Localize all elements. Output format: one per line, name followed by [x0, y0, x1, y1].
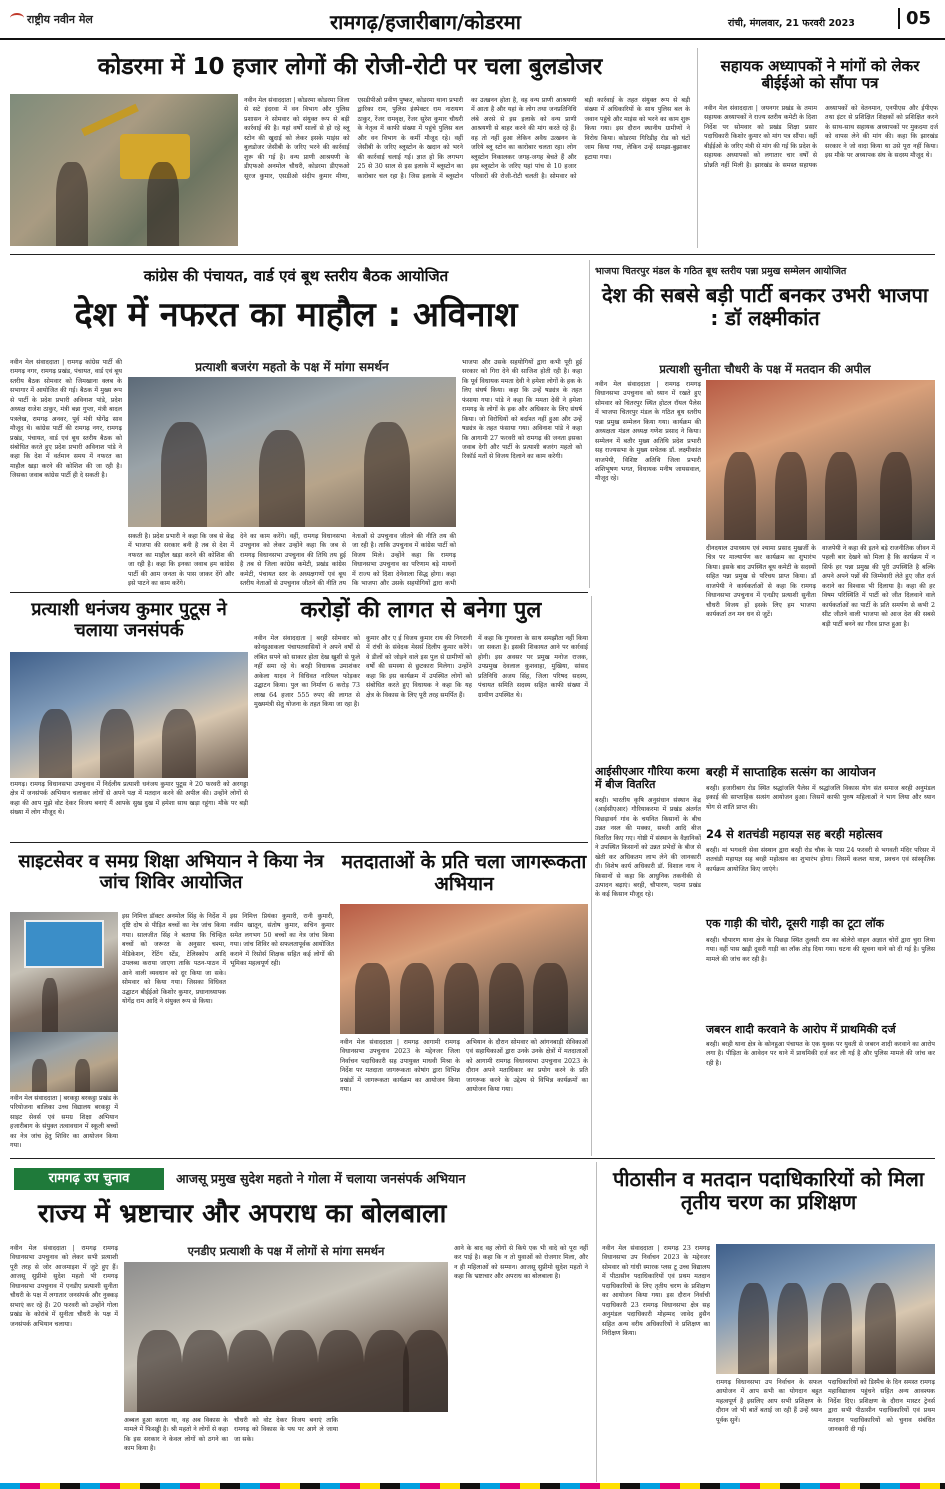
voter-awareness-col1: नवीन मेल संवाददाता | रामगढ़ आगामी रामगढ़ विधानसभा उपचुनाव 2023 के मद्देनजर जिला निर्वाचन पदाधिकारी सह उपायुक्त माधवी मिश्रा के निर्देश पर मतदाता जागरूकता कोषांग द्वारा विभिन्न प्रखंडों में जागरूकता कार्यक्रम का आयोजन किया गया। [340, 1039, 460, 1094]
column-rule [589, 260, 590, 588]
section-rule [10, 592, 588, 593]
congress-photo-caption: प्रत्याशी बजरंग महतो के पक्ष में मांगा समर्थन [195, 360, 389, 374]
congress-col4: नेताओं से उपचुनाव जीतने की नीति तय की जा रही है। ताकि उपचुनाव में कांग्रेस पार्टी को विजय मिले। उन्होंने कहा कि रामगढ़ विधानसभा उपचुनाव का परिणाम बड़े मायनों में राज्य को दिशा देनेवाला सिद्ध होगा। कहा कि भाजपा और उसके सहयोगियों द्वारा कभी [352, 533, 456, 588]
icar-headline: आईसीएआर गौरिया करमा में बीज वितरित [595, 765, 700, 791]
satsang-headline: बरही में साप्ताहिक सत्संग का आयोजन [706, 765, 876, 779]
voter-awareness-headline: मतदाताओं के प्रति चला जागरूकता अभियान [341, 851, 587, 895]
dateline: रांची, मंगलवार, 21 फरवरी 2023 [728, 18, 855, 29]
column-rule [596, 1162, 597, 1482]
training-col3: पदाधिकारियों को डिस्पैच के दिन समस्त रामगढ़ महाविद्यालय पहुंचने सहित अन्य आवश्यक निर्देश दिए। प्रशिक्षण के दौरान मास्टर ट्रेनर्स द्वारा सभी पीठासीन पदाधिकारियों एवं प्रथम मतदान पदाधिकारियों को चुनाव संबंधित जानकारी दी गई। [828, 1379, 935, 1434]
bypoll-photo-caption: एनडीए प्रत्याशी के पक्ष में लोगों से मांगा समर्थन [187, 1244, 385, 1258]
satsang-body: बरही। हजारीबाग रोड स्थित श्रद्धांजलि पैलेस में श्रद्धांजलि विकास योग संत समाज बरही अनुमंडल इकाई की साप्ताहिक सत्संग आयोजन हुआ। जिसमें काफी पुरुष महिलाओं ने भाग लिया और ध्यान योग से शांति प्राप्त की। [706, 785, 935, 811]
theft-headline: एक गाड़ी की चोरी, दूसरी गाड़ी का टूटा लॉक [706, 917, 884, 930]
bjp-col1: नवीन मेल संवाददाता | रामगढ़ रामगढ़ विधानसभा उपचुनाव को ध्यान में रखते हुए सोमवार को चितरपुर स्थित होटल रॉयल पैलेस में भाजपा चितरपुर मंडल के गठित बूथ स्तरीय पन्ना प्रमुख सम्मेलन किया गया। कार्यक्रम की अध्यक्षता मंडल अध्यक्ष गणेश प्रसाद ने किया। सम्मेलन में बतौर मुख्य अतिथि प्रदेश प्रभारी सह राज्यसभा के मुख्य सचेतक डॉ. लक्ष्मीकांत वाजपेयी, विशिष्ट अतिथि जिला प्रभारी शशिभूषण भगत, विधायक मनीष जायसवाल, मौजूद रहे। [595, 381, 701, 483]
bypoll-col3: चौधरी को वोट देकर विजय बनाएं ताकि रामगढ़ को विकास के पथ पर आगे ले जाया जा सके। [234, 1417, 338, 1443]
voter-awareness-col2: अभियान के दौरान सोमवार को आंगनबाड़ी सेविकाओं एवं सहायिकाओं द्वारा उनके उनके क्षेत्रों में मतदाताओं को आगामी रामगढ़ विधानसभा उपचुनाव 2023 के दौरान अपने मताधिकार का प्रयोग करने के प्रति जागरूक करने के उद्देश्य से विभिन्न कार्यक्रमों का आयोजन किया गया। [466, 1039, 588, 1094]
bjp-headline: देश की सबसे बड़ी पार्टी बनकर उभरी भाजपा : डॉ लक्ष्मीकांत [601, 283, 929, 330]
congress-col5: भाजपा और उसके सहयोगियों द्वारा कभी पूरी हुई सरकार को गिरा देने की साजिश होती रही है। कहा कि पूर्व विधायक ममता देवी ने हमेशा लोगों के हक के लिए संघर्ष किया। कहा कि उन्हें षड्यंत्र के तहत फंसाया गया। पांडे ने कहा कि ममता देवी ने हमेशा रामगढ़ के लोगों के हक और अधिकार के लिए संघर्ष किया। जो विरोधियों को बर्दाश्त नहीं हुआ और उन्हें षड्यंत्र के तहत फंसाया गया। अविनाश पांडे ने कहा कि आगामी 27 फरवरी को रामगढ़ की जनता इसका जवाब देगी और पार्टी के प्रत्याशी बजरंग महतो को रिकॉर्ड मतों से विजय दिलाने का काम करेगी। [462, 359, 582, 461]
voter-awareness-photo [340, 904, 588, 1034]
story2-body: नवीन मेल संवाददाता | जयनगर प्रखंड के तमाम सहायक अध्यापकों ने राज्य स्तरीय कमेटी के दिशा निर्देश पर सोमवार को प्रखंड शिक्षा प्रसार पदाधिकारी किशोर कुमार को मांग पत्र सौंपा। वहीं बीईईओ के जरिए मंत्री से मांग की गई कि प्रदेश के सहायक अध्यापकों को लगातार चार वर्षों से प्रोन्नति नहीं मिली है। झारखंड के समस्त सहायक अध्यापकों को वेतनमान, एनपीएस और ईपीएफ तथा इंटर से प्रशिक्षित शिक्षकों को प्रशिक्षित करने के साथ-साथ सहायक अध्यापकों पर मुकदमा दर्ज को वापस लेने की मांग की। कहा कि झारखंड सरकार ने जो वादा किया था उसे पूरा नहीं किया। इस मौके पर अध्यापक संघ के सदस्य मौजूद थे। [704, 105, 938, 169]
section-title: रामगढ़/हजारीबाग/कोडरमा [330, 10, 521, 34]
bjp-col2: दीनदयाल उपाध्याय एवं श्यामा प्रसाद मुखर्जी के चित्र पर माल्यार्पण कर कार्यक्रम का शुभारंभ किया। इसके बाद उपस्थित बूथ कमेटी के सदस्यों सहित पन्ना प्रमुख से परिचय प्राप्त किया। डॉ वाजपेयी ने कार्यकर्ताओं से कहा कि रामगढ़ विधानसभा उपचुनाव में एनडीए प्रत्याशी सुनीता चौधरी विजय हों इसके लिए हम भाजपा कार्यकर्ता तन मन धन से जुटें। [706, 545, 816, 619]
bridge-col2: कुमार और ए ई विजय कुमार राय की निगरानी में रांची के संवेदक मेसर्स दिलीप कुमार करेंगे। वे डीलों को जोड़ने वाले इस पुल से ग्रामीणों को वर्षों की समस्या से छुटकारा मिलेगा। उन्होंने कहा कि इस कार्यक्रम में उपस्थित लोगों को संबोधित करते हुए विधायक ने कहा कि यह क्षेत्र के विकास के लिए पूरी तरह समर्पित हैं। [366, 635, 472, 699]
congress-col3: देने का काम करेंगे। वहीं, रामगढ़ विधानसभा उपचुनाव को लेकर उन्होंने कहा कि जब से रामगढ़ विधानसभा उपचुनाव की तिथि तय हुई है तब से जिला कांग्रेस कमेटी, प्रखंड कांग्रेस कमेटी, पंचायत स्तर के अध्यक्षगणों एवं बूथ स्तरीय नेताओं से उपचुनाव जीतने की नीति तय [240, 533, 346, 588]
bypoll-headline: राज्य में भ्रष्टाचार और अपराध का बोलबाला [38, 1199, 447, 1229]
bypoll-banner: रामगढ़ उप चुनाव [14, 1168, 164, 1190]
bypoll-col1: नवीन मेल संवाददाता | रामगढ़ रामगढ़ विधानसभा उपचुनाव को लेकर सभी प्रत्याशी पूरी तरह से जोर आजमाइश में जुटे हुए हैं। आजसू सुप्रीमो सुदेश महतो भी रामगढ़ विधानसभा उपचुनाव में एनडीए प्रत्याशी सुनीता चौधरी के पक्ष में लगातार जनसंपर्क और नुक्कड़ सभाएं कर रहे हैं। 20 फरवरी को उन्होंने गोला प्रखंड के कोरांबे में सुनीता चौधरी के पक्ष में जनसंपर्क अभियान चलाया। [10, 1245, 118, 1328]
bjp-kicker: भाजपा चितरपुर मंडल के गठित बूथ स्तरीय पन्ना प्रमुख सम्मेलन आयोजित [595, 266, 847, 277]
theft-body: बरही। चौपारण थाना क्षेत्र के पिछड़ा स्थित तुलसी राम का बोलेरो वाहन अज्ञात चोरों द्वारा चुरा लिया गया। वहीं पास खड़ी दूसरी गाड़ी का लॉक तोड़ दिया गया। घटना की सूचना थाने को दी गई है। पुलिस मामले की जांच कर रही है। [706, 937, 935, 963]
sightsavers-col2: इस निमित्त डॉक्टर अनमोल सिंह के निर्देश में दृष्टि दोष से पीड़ित बच्चों का नेत्र जांच किया गया। सालजीत सिंह ने बताया कि चिन्हित बच्चों को जरूरत के अनुसार चश्मा, मेडिकेशन, रेटिंग स्टेंड, टेलिस्कोप आदि उपलब्ध कराया जाएगा ताकि पठन-पाठन में आने वाली व्यवधान को दूर किया जा सके। सोमवार को किया गया। जिसका विधिवत उद्घाटन बीईईओ किशोर कुमार, प्रधानाध्यापक योगेंद्र राम आदि ने संयुक्त रूप से किया। [122, 913, 226, 1005]
dhananjay-caption: रामगढ़। रामगढ़ विधानसभा उपचुनाव में निर्दलीय प्रत्याशी धनंजय कुमार पुटूस ने 20 फरवरी को अरगड्डा क्षेत्र में जनसंपर्क अभियान चलाकर लोगों से अपने पक्ष में मतदान करने की अपील की। उन्होंने लोगों से कहा की आप मुझे वोट देकर विजय बनाएं मैं आपके सुख दुख में हमेशा साथ खड़ा रहूंगा। मौके पर बड़ी संख्या में लोग मौजूद थे। [10, 781, 248, 817]
bjp-col3: वाजपेयी ने कहा की इतने बड़े राजनीतिक जीवन में पहली बार देखने को मिला है कि कार्यक्रम में न सिर्फ हर पन्ना प्रमुख की पूरी उपस्थिति है बल्कि अपने अपने पन्नों की जिम्मेवारी लेते हुए जीत दर्ज कराने का विश्वास भी दिलाया है। कहा की हर विषम परिस्थिति में पार्टी को जीत दिलवाने वाले कार्यकर्ताओं का पार्टी के प्रति समर्पण से कभी 2 सीट जीतने वाली भाजपा को आज देश की सबसे बड़ी पार्टी बनने का गौरव प्राप्त हुआ है। [822, 545, 935, 628]
column-rule [697, 48, 698, 248]
sightsavers-col3: इस निमित्त प्रियंका कुमारी, रानी कुमारी, नसीम खातून, संतोष कुमार, सचिन कुमार समेत लगभग 50 बच्चों का नेत्र जांच किया गया। जांच शिविर को सफलतापूर्वक आयोजित कराने में रिसोर्स शिक्षक सहित कई लोगों की भूमिका महत्वपूर्ण रही। [230, 913, 334, 968]
bridge-col3: में कहा कि गुणवत्ता के साथ समझौता नहीं किया जा सकता है। इसकी शिकायत आने पर कार्रवाई होगी। इस अवसर पर प्रमुख मनोज राजक, उपप्रमुख देवलाल कुशवाहा, मुखिया, सांसद प्रतिनिधि अजय सिंह, जिला परिषद सदस्य, पंचायत समिति सदस्य सहित काफी संख्या में ग्रामीण उपस्थित थे। [478, 635, 588, 699]
training-photo [716, 1244, 935, 1374]
bird-logo-icon [10, 13, 24, 23]
sightsavers-col1: नवीन मेल संवाददाता | बरकट्ठा बरकट्ठा प्रखंड के परियोजना बालिका उच्च विद्यालय बरकट्ठा में साइट सेवर्स एवं समग्र शिक्षा अभियान हजारीबाग के संयुक्त तत्वावधान में स्कूली बच्चों का नेत्र जांच हेतु शिविर का आयोजन किया गया। [10, 1095, 118, 1150]
story1-headline: कोडरमा में 10 हजार लोगों की रोजी-रोटी पर चला बुलडोजर [97, 54, 603, 80]
bridge-headline: करोड़ों की लागत से बनेगा पुल [300, 598, 542, 623]
congress-meeting-photo [128, 377, 456, 527]
training-col1: नवीन मेल संवाददाता | रामगढ़ 23 रामगढ़ विधानसभा उप निर्वाचन 2023 के मद्देनजर सोमवार को गांधी स्मारक प्लस टू उच्च विद्यालय में पीठासीन पदाधिकारियों एवं प्रथम मतदान पदाधिकारियों के लिए तृतीय चरण के प्रशिक्षण का आयोजन किया गया। इस दौरान निर्वाची पदाधिकारी 23 रामगढ़ विधानसभा क्षेत्र सह अनुमंडल पदाधिकारी मोहम्मद जावेद हुसैन सहित अन्य वरीय अधिकारियों ने प्रशिक्षण का निरीक्षण किया। [602, 1245, 710, 1337]
sightsavers-headline: साइटसेवर व समग्र शिक्षा अभियान ने किया नेत्र जांच शिविर आयोजित [18, 851, 324, 893]
story2-headline: सहायक अध्यापकों ने मांगों को लेकर बीईईओ को सौंपा पत्र [720, 57, 920, 93]
mahayagya-body: बरही। मां भगवती सेवा संस्थान द्वारा बरही रोड चौक के पास 24 फरवरी से भगवती मंदिर परिसर में शतचंडी महायज्ञ सह बरही महोत्सव का शुभारंभ होगा। जिसमें कलश यात्रा, प्रवचन एवं सांस्कृतिक कार्यक्रम आयोजित किए जाएंगे। [706, 847, 935, 873]
excavator-arm [81, 104, 139, 137]
bypoll-col4: आने के बाद वह लोगों से किये एक भी वादे को पूरा नहीं कर पाई है। कहा कि न तो युवाओं को रोजगार मिला, और न ही महिलाओं को सम्मान। आजसू सुप्रीमो सुदेश महतो ने कहा कि भ्रष्टाचार और अपराध का बोलबाला है। [454, 1245, 588, 1281]
training-headline: पीठासीन व मतदान पदाधिकारियों को मिला तृतीय चरण का प्रशिक्षण [612, 1167, 925, 1214]
icar-body: बरही। भारतीय कृषि अनुसंधान संस्थान केंद्र (आईसीएआर) गौरियाकरमा में प्रखंड अंतर्गत पिछड़ावर्ग गांव के चयनित किसानों के बीच उन्नत नस्ल की मक्का, सब्जी आदि बीज वितरित किए गए। गोष्ठी में संस्थान के वैज्ञानिकों ने उपस्थित किसानों को उन्नत प्रभेदों के बीज से खेती कर अधिकतम लाभ लेने की जानकारी दी। विशेष कार्य अधिकारी डॉ. विशाल नाथ ने किसानों से कहा कि आधुनिक तकनीकी से उत्पादन बढ़ाएं। बरही, चौपारण, पदमा प्रखंड के कई किसान मौजूद रहे। [595, 797, 701, 899]
marriage-headline: जबरन शादी करवाने के आरोप में प्राथमिकी दर्ज [706, 1023, 896, 1036]
masthead [0, 0, 945, 40]
bypoll-col2: अब्बल हुआ करता था, वह अब विकास के मामले में फिसड्डी है। श्री महतो ने लोगों से कहा कि इस सरकार ने केवल लोगों को ठगने का काम किया है। [124, 1417, 228, 1453]
dhananjay-headline: प्रत्याशी धनंजय कुमार पुटूस ने चलाया जनसंपर्क [31, 599, 227, 641]
print-registration-strip [0, 1483, 945, 1489]
section-rule [10, 842, 588, 843]
congress-kicker: कांग्रेस की पंचायत, वार्ड एवं बूथ स्तरीय बैठक आयोजित [143, 267, 449, 285]
section-rule [10, 254, 935, 255]
bulldozer-photo [10, 94, 238, 246]
marriage-body: बरही। बरही थाना क्षेत्र के कोनहुआ पंचायत के एक युवक पर युवती से जबरन शादी करवाने का आरोप लगा है। पीड़िता के आवेदन पर थाने में प्राथमिकी दर्ज कर ली गई है और पुलिस मामले की जांच कर रही है। [706, 1041, 935, 1067]
bridge-col1: नवीन मेल संवाददाता | बरही सोमवार को कोनहुआकला पंचायतवासियों ने अपने वर्षों से लंबित सपने को साकार होता देख खुशी से फूले नहीं समा रहे थे। बरही विधायक उमाशंकर अकेला यादव ने विधिवत नारियल फोड़कर उद्घाटन किया। पुल का निर्माण 6 करोड़ 73 लाख 64 हजार 555 रुपए की लागत से मुख्यमंत्री सेतु योजना के तहत किया जा रहा है। [254, 635, 360, 709]
story1-body: नवीन मेल संवाददाता | कोडरमा कोडरमा जिला से सटे इंदरवा में वन विभाग और पुलिस प्रशासन ने सोमवार को संयुक्त रूप से बड़ी कार्रवाई की है। यहां वर्षों सालों से हो रहे ब्लू स्टोन की खुदाई को लेकर इसके माइंस को बुलडोजर जेसीबी के जरिए भरने की कार्रवाई शुरू की गई है। वन्य प्राणी आश्रयणी के डीएफओ अनमोल चौधरी, कोडरमा डीएफओ सूरज कुमार, एसडीओ संदीप कुमार मीणा, एसडीपीओ प्रवीण पुष्कर, कोडरमा थाना प्रभारी द्वारिका राम, पुलिस इंस्पेक्टर राम नारायण ठाकुर, रेंजर रामवृक्ष, रेंजर सुरेश कुमार चौधरी के नेतृत्व में काफी संख्या में पहुंचे पुलिस बल और वन विभाग के कर्मी मौजूद रहे। वहीं जेसीबी के जरिए ब्लूस्टोन के खदान को भरने की कार्रवाई चलाई गई। ज्ञात हो कि लगभग 25 से 30 साल से इस इलाके में ब्लूस्टोन का कारोबार चल रहा है। जिस इलाके में ब्लूस्टोन का उत्खनन होता है, वह वन्य प्राणी आश्रयणी में आता है और यहां के लोग तथा जनप्रतिनिधि लंबे अरसे से इस इलाके को वन्य प्राणी आश्रयणी से बाहर करने की मांग करते रहे हैं। वह तो नहीं हुआ लेकिन अवैध उत्खनन के जरिये ब्लू स्टोन का कारोबार चलता रहा। लोग ब्लूस्टोन निकालकर जगह-जगह बेचते हैं और इस ब्लूस्टोन के जरिए यहां पांच से 10 हजार परिवारों की रोजी-रोटी चलती है। सोमवार को बड़ी कार्रवाई के तहत संयुक्त रूप से बड़ी संख्या में अधिकारियों के साथ पुलिस बल के जवान पहुंचे और माइंस को भरने का काम शुरू किया गया। इस दौरान स्थानीय ग्रामीणों ने विरोध किया। कोडरमा गिरिडीह रोड को घंटों जाम किया गया, लेकिन उन्हें समझा-बुझाकर हटाया गया। [244, 97, 690, 180]
eye-checkup-photo [10, 1032, 118, 1092]
bjp-photo-caption: प्रत्याशी सुनीता चौधरी के पक्ष में मतदान की अपील [659, 362, 871, 376]
congress-col2: सकती है। प्रदेश प्रभारी ने कहा कि जब से केंद्र में भाजपा की सरकार बनी है तब से देश में नफरत का माहौल खड़ा करने की कोशिश की जा रही है। कहा कि इनका जवाब हम कांग्रेस पार्टी की आम जनता के पास जाकर देंगे और इसे पाटने का काम करेंगे। [128, 533, 234, 588]
section-rule [10, 1158, 935, 1159]
newspaper-logo: राष्ट्रीय नवीन मेल [10, 12, 93, 27]
congress-headline: देश में नफरत का माहौल : अविनाश [74, 295, 518, 335]
projection-screen [24, 920, 104, 968]
dhananjay-campaign-photo [10, 652, 248, 778]
column-rule [591, 596, 592, 1156]
mahayagya-headline: 24 से शतचंडी महायज्ञ सह बरही महोत्सव [706, 827, 883, 841]
bypoll-crowd-photo [124, 1262, 448, 1412]
congress-col1: नवीन मेल संवाददाता | रामगढ़ कांग्रेस पार्टी की रामगढ़ नगर, रामगढ़ प्रखंड, पंचायत, वार्ड एवं बूथ स्तरीय बैठक सोमवार को जिमखाना क्लब के सभागार में आयोजित की गई। बैठक में मुख्य रूप से पार्टी के प्रदेश प्रभारी अविनाश पांडे, प्रदेश अध्यक्ष राजेश ठाकुर, मंत्री बन्ना गुप्ता, मंत्री बादल पत्रलेख, रामगढ़ अनवर, पूर्व मंत्री योगेंद्र साव मौजूद थे। कांग्रेस पार्टी की रामगढ़ नगर, रामगढ़ प्रखंड, पंचायत, वार्ड एवं बूथ स्तरीय बैठक को संबोधित करते हुए प्रदेश प्रभारी अविनाश पांडे ने कहा कि देश में वर्तमान समय में नफरत का माहौल खड़ा करने की कोशिश की जा रही है। जिसका जवाब कांग्रेस पार्टी ही दे सकती है। [10, 359, 122, 480]
bypoll-kicker: आजसू प्रमुख सुदेश महतो ने गोला में चलाया जनसंपर्क अभियान [176, 1171, 466, 1186]
page-number: 05 [898, 8, 931, 29]
eye-camp-photo [10, 912, 118, 1032]
training-col2: रामगढ़ विधानसभा उप निर्वाचन के सफल आयोजन में आप सभी का योगदान बहुत महत्वपूर्ण है इसलिए आप सभी प्रशिक्षण के दौरान जो भी बातें बताई जा रही हैं उन्हें ध्यान पूर्वक सुनें। [716, 1379, 822, 1424]
bjp-conference-photo [706, 380, 935, 540]
